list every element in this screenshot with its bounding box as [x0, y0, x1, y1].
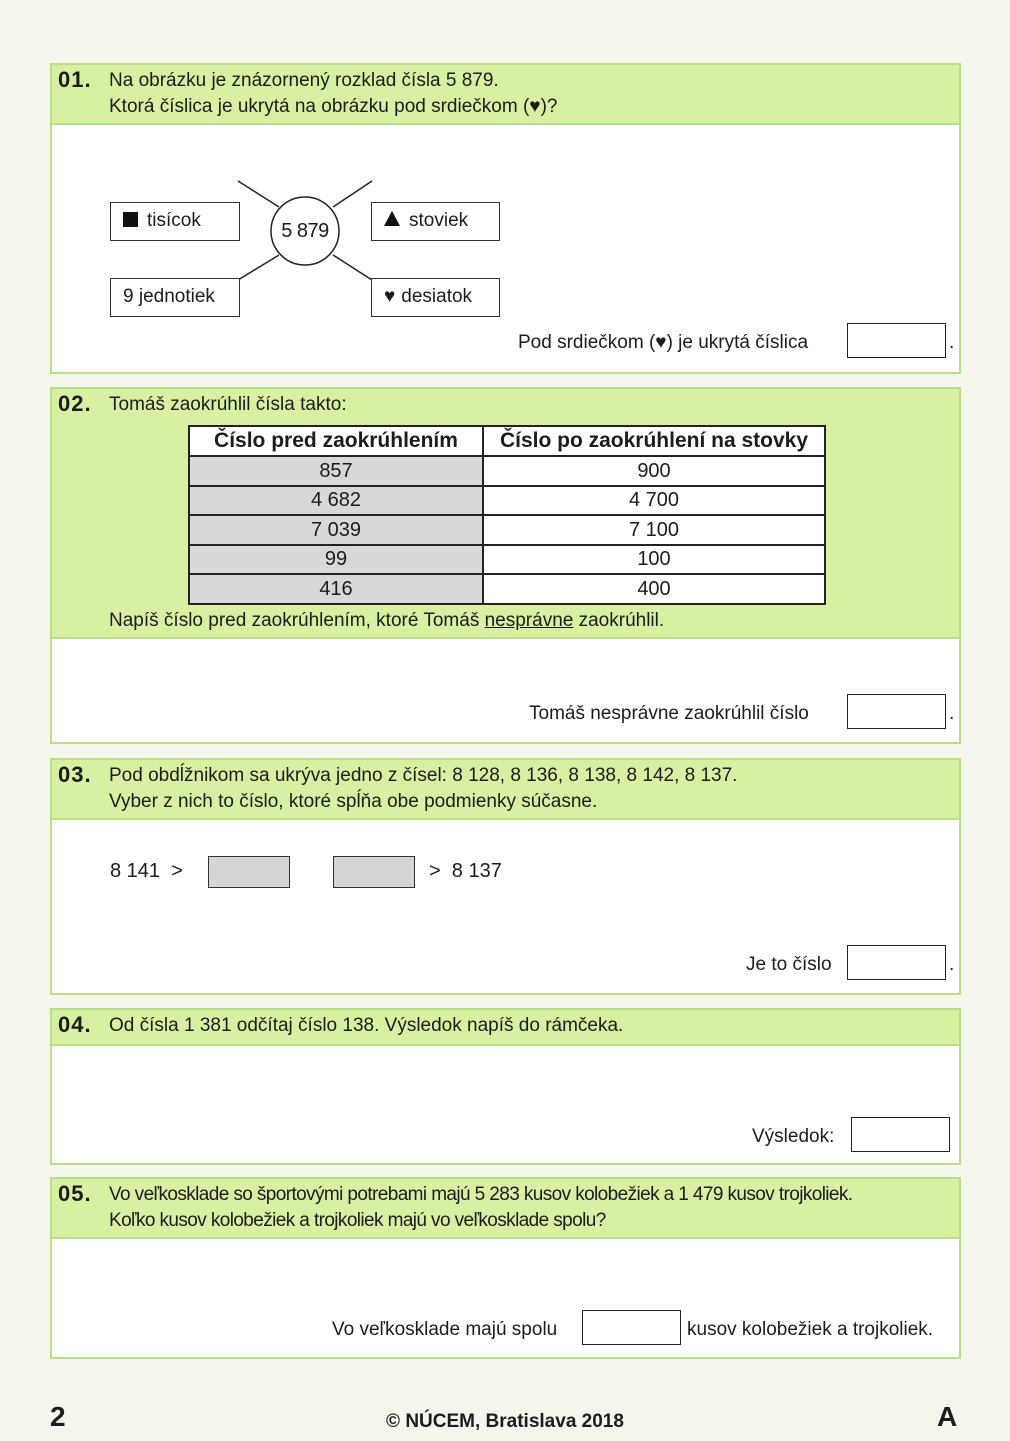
question-line: Vo veľkosklade so športovými potrebami majú 5 283 kusov kolobežiek a 1 479 kusov trojkoliek. [109, 1184, 853, 1205]
table-cell: 400 [483, 574, 825, 604]
question-number: 02. [58, 391, 92, 416]
question-05-body [52, 1239, 959, 1357]
column-header: Číslo pred zaokrúhlením [189, 426, 483, 456]
test-variant: A [937, 1401, 958, 1432]
node-hundreds: stoviek [371, 202, 500, 241]
question-02-header [52, 389, 959, 639]
question-04-header [52, 1010, 959, 1046]
question-01-header [52, 65, 959, 125]
table-cell: 900 [483, 456, 825, 486]
answer-period: . [949, 954, 955, 975]
question-number: 05. [58, 1181, 92, 1206]
table-row [189, 456, 825, 486]
question-04 [50, 1008, 961, 1165]
table-row [189, 486, 825, 516]
square-icon [123, 212, 138, 227]
table-header-row [189, 426, 825, 456]
rounding-table [188, 425, 826, 605]
question-04-body [52, 1046, 959, 1163]
answer-period: . [949, 332, 955, 353]
answer-box[interactable] [851, 1117, 950, 1152]
decomposition-connectors [52, 125, 959, 372]
question-line: Na obrázku je znázornený rozklad čísla 5 879. [109, 70, 499, 91]
answer-label: Výsledok: [752, 1126, 835, 1147]
question-number: 04. [58, 1012, 92, 1037]
triangle-icon [384, 211, 400, 226]
answer-suffix: kusov kolobežiek a trojkoliek. [687, 1319, 934, 1340]
answer-box[interactable] [582, 1310, 681, 1345]
answer-period: . [949, 703, 955, 724]
question-text [109, 1013, 951, 1039]
question-01-body [52, 125, 959, 372]
heart-icon: ♥ [655, 332, 667, 353]
question-line: Koľko kusov kolobežiek a trojkoliek majú vo veľkosklade spolu? [109, 1210, 606, 1231]
center-number: 5 879 [281, 220, 329, 242]
question-03-body [52, 820, 959, 993]
table-row [189, 574, 825, 604]
hidden-number-box [208, 856, 290, 888]
inequality-right: > 8 137 [429, 860, 502, 882]
question-number: 01. [58, 67, 92, 92]
table-cell: 100 [483, 545, 825, 575]
table-cell: 99 [189, 545, 483, 575]
hidden-number-box [333, 856, 415, 888]
table-cell: 4 682 [189, 486, 483, 516]
heart-icon: ♥ [529, 96, 541, 117]
question-text [109, 763, 951, 815]
table-cell: 7 100 [483, 515, 825, 545]
copyright: © NÚCEM, Bratislava 2018 [386, 1411, 624, 1432]
question-text [109, 68, 951, 120]
table-cell: 416 [189, 574, 483, 604]
answer-label: Pod srdiečkom (♥) je ukrytá číslica [518, 332, 809, 353]
table-row [189, 545, 825, 575]
question-03 [50, 758, 961, 995]
column-header: Číslo po zaokrúhlení na stovky [483, 426, 825, 456]
answer-label: Vo veľkosklade majú spolu [332, 1319, 558, 1340]
answer-label: Je to číslo [746, 954, 832, 975]
question-line: Tomáš zaokrúhlil čísla takto: [109, 394, 347, 415]
answer-box[interactable] [847, 323, 946, 358]
node-units: 9 jednotiek [110, 278, 240, 317]
question-01 [50, 63, 961, 374]
question-line: Ktorá číslica je ukrytá na obrázku pod srdiečkom (♥)? [109, 96, 558, 117]
table-cell: 7 039 [189, 515, 483, 545]
answer-label: Tomáš nesprávne zaokrúhlil číslo [529, 703, 809, 724]
node-thousands: tisícok [110, 202, 240, 241]
table-cell: 4 700 [483, 486, 825, 516]
task-text: Napíš číslo pred zaokrúhlením, ktoré Tomáš nesprávne zaokrúhlil. [109, 610, 665, 631]
question-05 [50, 1177, 961, 1359]
answer-box[interactable] [847, 945, 946, 980]
question-number: 03. [58, 762, 92, 787]
question-line: Od čísla 1 381 odčítaj číslo 138. Výsledok napíš do rámčeka. [109, 1015, 624, 1036]
question-02 [50, 387, 961, 744]
inequality-left: 8 141 > [110, 860, 183, 882]
answer-box[interactable] [847, 694, 946, 729]
question-line: Pod obdĺžnikom sa ukrýva jedno z čísel: 8 128, 8 136, 8 138, 8 142, 8 137. [109, 765, 738, 786]
question-03-header [52, 760, 959, 820]
table-row [189, 515, 825, 545]
question-text [109, 1182, 951, 1234]
table-cell: 857 [189, 456, 483, 486]
question-02-body [52, 639, 959, 742]
question-line: Vyber z nich to číslo, ktoré spĺňa obe podmienky súčasne. [109, 791, 598, 812]
page-number: 2 [50, 1401, 66, 1432]
node-tens: ♥ desiatok [371, 278, 500, 317]
question-text [109, 392, 951, 418]
question-05-header [52, 1179, 959, 1239]
heart-icon: ♥ [384, 286, 396, 307]
